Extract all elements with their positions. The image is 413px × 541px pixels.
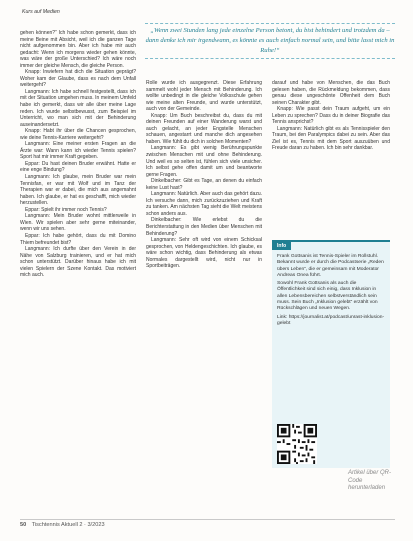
pullquote: „Wenn zwei Stunden lang jede einzelne Person betont, du bist behindert und trotzdem da – dann denke ich mir irgendwann, es könnte es auch einfach normal sein, und bitte lasst mich in Ruhe!“ [145,23,395,59]
info-box [272,240,390,468]
paragraph: Knapp: Habt ihr über die Chancen gesprochen, wie deine Tennis-Karriere weitergeht? [20,128,136,141]
paragraph: Dinkelbacher: Wie erlebst du die Berichterstattung in den Medien über Menschen mit Behinderung? [146,217,262,237]
paragraph: Langmann: Natürlich. Aber auch das gehört dazu. Ich versuche dann, mich zurückzuziehen und Kraft zu tanken. Am nächsten Tag sieht die Welt meistens schon anders aus. [146,191,262,217]
info-paragraph: Sowohl Frank Gottsanis als auch die Öffentlichkeit sind sich einig, dass Inklusion in allen Lebensbereichen selbstverständlich sein muss. Sein Buch „Inklusion gelebt“ erzählt von Rückschlägen und neuen Wegen. [277,281,378,312]
article-column-1 [20,30,136,496]
paragraph: Langmann: Mein Bruder wohnt mittlerweile in Wien. Wir spielen aber sehr gerne miteinander, wenn wir uns sehen. [20,213,136,233]
qr-code-icon[interactable] [277,424,317,464]
paragraph: gehen können?“ Ich habe schon gemerkt, dass ich meine Beine mit Absicht, weil ich die ganzen Tage nicht aufgenommen bin. Aber ich habe mir auch gedacht: Wenn ich morgens wieder gehen könnte, was wäre der große Unterschied? Ich wäre noch immer der gleiche Mensch, die gleiche Person. [20,30,136,69]
paragraph: Knapp: Wie passt dein Traum aufgeht, um ein Leben zu sprechen? Dass du in deiner Biografie das Tennis ansprichst? [272,106,390,126]
qr-caption: Artikel über QR-Code herunterladen [348,470,392,491]
paragraph: Langmann: Natürlich gibt es als Tennisspieler den Traum, bei den Paralympics dabei zu sein. Aber das Ziel ist es, Tennis mit dem Sport auszuüben und Freude daran zu haben. Ich bin sehr dankbar. [272,125,390,152]
issue-info: Tischtennis Aktuell 2 · 3/2023 [31,522,105,528]
paragraph: Langmann: Es gibt wenig Berührungspunkte zwischen Menschen mit und ohne Behinderung. Und weil es so selten ist, fühlen sich viele unsicher. Ich selbst gehe offen damit um und beantworte gerne Fragen. [146,145,262,178]
page-footer [20,519,395,528]
article-column-3 [272,80,390,240]
paragraph: Langmann: Ich glaube, mein Bruder war mein Tennisfan, er war mit Wolf und im Tanz der Therapien war er dabei, die mich aus angemahnt haben. Ich glaube, er hat es geschafft, mich wieder herzustellen. [20,174,136,207]
paragraph: Langmann: Sehr oft wird von einem Schicksal gesprochen, von Heldengeschichten. Ich glaube, es wäre schon wichtig, dass Behinderung als etwas Normales dargestellt wird, nicht nur in Sportbeiträgen. [146,237,262,270]
paragraph: Eppar: Spielt ihr immer noch Tennis? [25,206,107,213]
paragraph: Eppar: Du hast deinen Bruder erwähnt. Hatte er eine enge Bindung? [20,160,136,174]
paragraph: Knapp: Inwiefern hat dich die Situation geprägt? Woher kam der Glaube, dass es nach dem Unfall weitergeht? [20,69,136,89]
page-number: 50 [20,522,27,528]
paragraph: Dinkelbacher: Gibt es Tage, an denen du einfach keine Lust hast? [146,178,262,191]
paragraph: Langmann: Ich durfte über den Verein in der Nähe von Salzburg trainieren, und er hat mich schon unterstützt. Darüber hinaus habe ich mit vielen Spielern der Szene Kontakt. Das motiviert mich auch. [20,246,136,279]
paragraph: Eppar: Ich habe gehört, dass du mit Domino Thiem befreundet bist? [20,232,136,246]
paragraph: Langmann: Eine meiner ersten Fragen an die Ärzte war: Wann kann ich wieder Tennis spielen? Sport hat mir immer Kraft gegeben. [20,141,136,161]
paragraph: Langmann: Ich habe schnell festgestellt, dass ich mit der Situation umgehen muss. In meinem Umfeld habe ich gemerkt, dass wir alle über meine Lage reden. Ich wurde selbstbewusst, zum Beispiel im Unterricht, wo man sich mit der Behinderung auseinandersetzt. [20,88,136,128]
info-link[interactable]: Link: https://journalist.at/podcast/unrast-inklusion-gelebt [277,314,385,326]
section-tag: Kurs auf Medien [22,9,60,15]
info-paragraph: Frank Gottsanis ist Tennis-Spieler im Rollstuhl. Bekannt wurde er durch die Podcastserie „Reden übers Leben“, die er gemeinsam mit Moderator Andreas Onea führt. [277,254,384,278]
paragraph: darauf und habe von Menschen, die das Buch gelesen haben, die Rückmeldung bekommen, dass genau diese ungeschönte Offenheit dem Buch seinen Charakter gibt. [272,80,390,106]
article-column-2 [146,80,262,496]
paragraph: Rolle wurde ich ausgegrenzt. Diese Erfahrung sammelt wohl jeder Mensch mit Behinderung. Ich wollte unbedingt in die gleiche Volksschule gehen wie meine alten Freunde, und wurde unterstützt, auch von der Gemeinde. [146,80,262,113]
paragraph: Knapp: Um Buch beschreibst du, dass du mit deinen Freunden auf einer Wanderung warst und auch gelacht, an jeder Engstelle Menschen schauen, angestarrt und manche dich angesehen haben. Wie fühlt du dich in solchen Momenten? [146,112,262,145]
info-label: Info [272,242,291,250]
info-text [277,254,385,329]
